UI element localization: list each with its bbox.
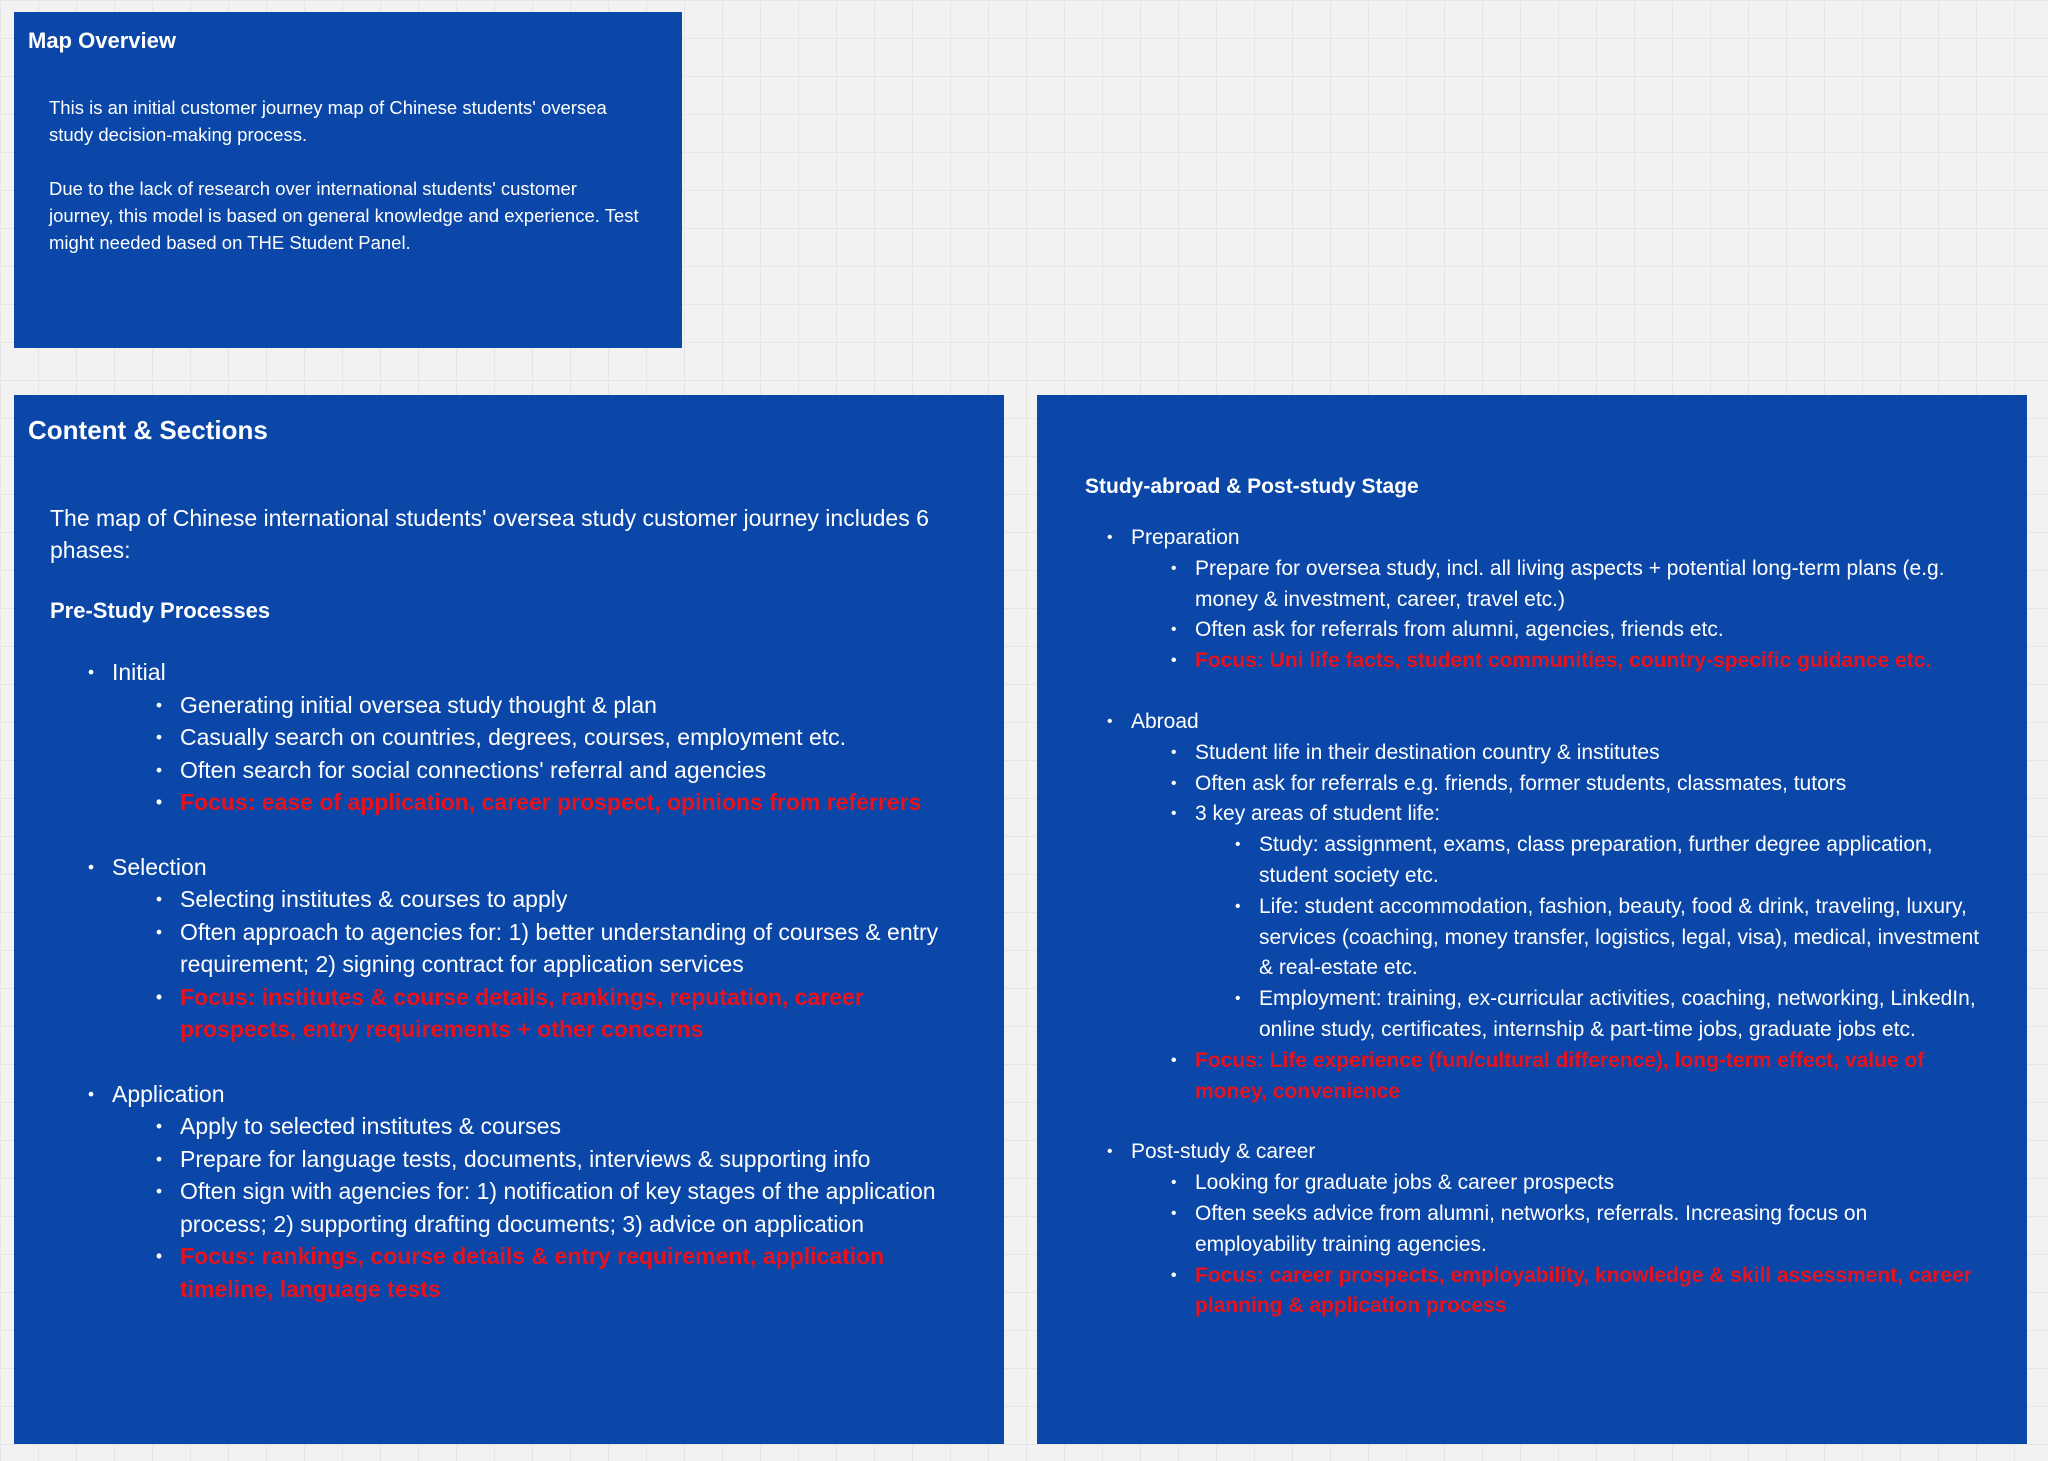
focus-item: • Focus: rankings, course details & entry requirement, application timeline, language tests — [180, 1240, 960, 1305]
study-abroad-phase-list — [1085, 523, 2007, 1322]
detail-item: • Often search for social connections' referral and agencies — [180, 754, 960, 787]
content-intro: The map of Chinese international students' oversea study customer journey includes 6 phases: — [50, 505, 929, 563]
pre-study-heading: Pre-Study Processes — [50, 598, 271, 623]
phase-label: Selection — [112, 853, 207, 880]
detail-item: • Often ask for referrals e.g. friends, former students, classmates, tutors — [1195, 769, 1987, 800]
detail-item: • Generating initial oversea study thought & plan — [180, 689, 960, 722]
detail-item: • Student life in their destination country & institutes — [1195, 738, 1987, 769]
phase-details — [180, 689, 960, 819]
overview-paragraph: This is an initial customer journey map of Chinese students' oversea study decision-making process. — [49, 97, 607, 145]
detail-item: • Casually search on countries, degrees, courses, employment etc. — [180, 721, 960, 754]
phase-label: Initial — [112, 659, 166, 685]
pre-study-phase-list — [28, 656, 990, 1305]
phase-post-study-career — [1131, 1137, 2007, 1322]
map-overview-title: Map Overview — [28, 28, 176, 53]
detail-item-key-areas — [1195, 799, 1987, 1045]
phase-details — [1195, 1168, 1987, 1322]
phase-label: Abroad — [1131, 709, 1199, 733]
focus-item: • Focus: ease of application, career prospect, opinions from referrers — [180, 786, 960, 819]
detail-item: • Prepare for oversea study, incl. all living aspects + potential long-term plans (e.g. money & investment, career, travel etc.) — [1195, 554, 1987, 616]
study-abroad-heading: Study-abroad & Post-study Stage — [1085, 475, 1419, 498]
key-area-life: • Life: student accommodation, fashion, beauty, food & drink, traveling, luxury, services (coaching, money transfer, logistics, legal, visa), medical, investment & real-estate etc. — [1259, 892, 1987, 984]
phase-selection — [112, 851, 990, 1046]
detail-item: • Often ask for referrals from alumni, agencies, friends etc. — [1195, 615, 1987, 646]
key-area-employment: • Employment: training, ex-curricular activities, coaching, networking, LinkedIn, online study, certificates, internship & part-time jobs, graduate jobs etc. — [1259, 984, 1987, 1046]
detail-item: • Prepare for language tests, documents, interviews & supporting info — [180, 1143, 960, 1176]
content-sections-title: Content & Sections — [28, 415, 268, 445]
overview-paragraph: Due to the lack of research over international students' customer journey, this model is based on general knowledge and experience. Test might needed based on THE Student Panel. — [49, 178, 639, 253]
phase-details — [180, 883, 960, 1046]
key-area-study: • Study: assignment, exams, class preparation, further degree application, student society etc. — [1259, 830, 1987, 892]
map-overview-card[interactable] — [14, 12, 682, 348]
phase-details — [180, 1110, 960, 1305]
focus-item: • Focus: Uni life facts, student communities, country-specific guidance etc. — [1195, 646, 1987, 677]
phase-application — [112, 1078, 990, 1306]
detail-item: • Apply to selected institutes & courses — [180, 1110, 960, 1143]
focus-item: • Focus: Life experience (fun/cultural difference), long-term effect, value of money, convenience — [1195, 1046, 1987, 1108]
detail-item: • Often seeks advice from alumni, networks, referrals. Increasing focus on employability training agencies. — [1195, 1199, 1987, 1261]
focus-item: • Focus: institutes & course details, rankings, reputation, career prospects, entry requirements + other concerns — [180, 981, 960, 1046]
phase-label: Post-study & career — [1131, 1140, 1316, 1164]
detail-item: • Selecting institutes & courses to apply — [180, 883, 960, 916]
phase-preparation — [1131, 523, 2007, 677]
key-areas-list — [1259, 830, 1987, 1046]
study-abroad-card[interactable] — [1037, 395, 2027, 1444]
phase-abroad — [1131, 707, 2007, 1107]
phase-label: Application — [112, 1080, 225, 1107]
detail-item: • Often approach to agencies for: 1) better understanding of courses & entry requirement; 2) signing contract for application services — [180, 916, 960, 981]
phase-label: Preparation — [1131, 526, 1240, 549]
detail-item-text: 3 key areas of student life: — [1195, 802, 1441, 826]
phase-initial — [112, 656, 990, 819]
content-sections-card[interactable] — [14, 395, 1004, 1444]
map-overview-body — [28, 94, 668, 256]
focus-item: • Focus: career prospects, employability, knowledge & skill assessment, career planning & application process — [1195, 1261, 1987, 1323]
phase-details — [1195, 554, 1987, 677]
phase-details — [1195, 738, 1987, 1108]
detail-item: • Looking for graduate jobs & career prospects — [1195, 1168, 1987, 1199]
detail-item: • Often sign with agencies for: 1) notification of key stages of the application process; 2) supporting drafting documents; 3) advice on application — [180, 1175, 960, 1240]
